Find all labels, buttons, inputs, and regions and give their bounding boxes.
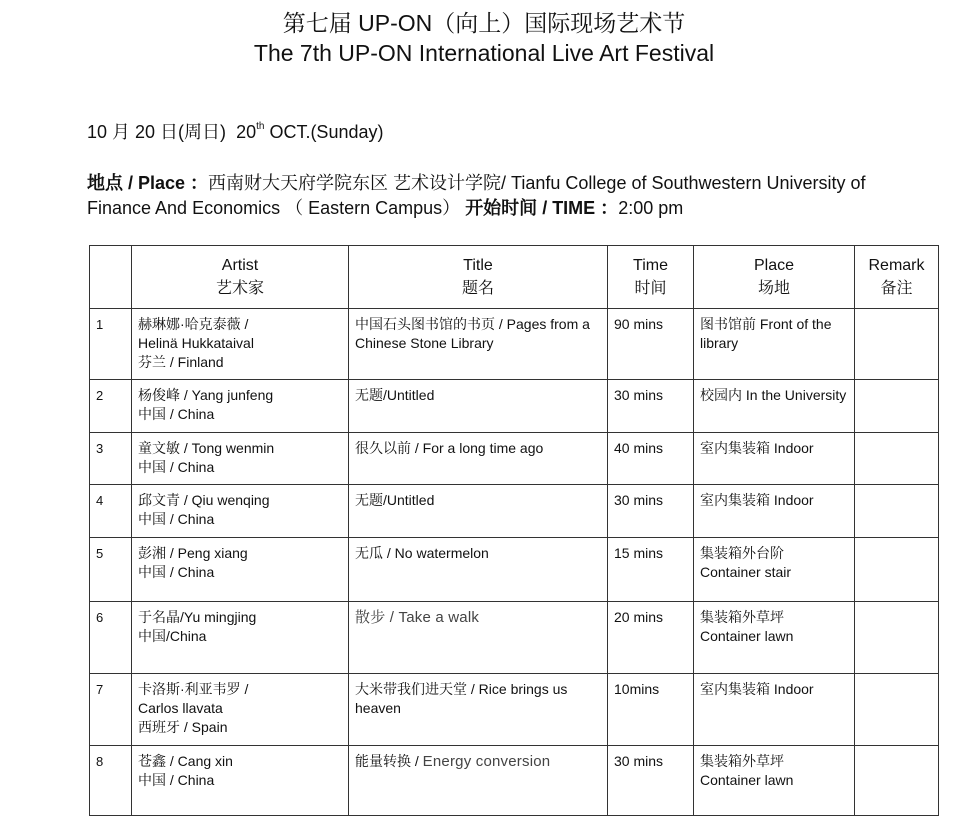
header-title-zh: 题名 [461,280,494,297]
place-text: 西南财大天府学院东区 艺术设计学院/ Tianfu College of Southwestern University of Finance And Economics （ Eastern Campus） [87,173,866,218]
time-cell: 15 mins [608,538,694,602]
time-cell: 10mins [608,674,694,746]
artist-line: 中国 / China [138,511,215,527]
row-number: 6 [90,602,132,674]
table-row [90,380,939,433]
time-cell: 30 mins [608,380,694,433]
header-time-en: Time [633,257,668,274]
place-cell: 室内集装箱 Indoor [694,433,855,485]
header-remark-en: Remark [868,257,925,274]
time-cell: 30 mins [608,746,694,816]
artist-cell [132,380,349,433]
place-cell: 室内集装箱 Indoor [694,485,855,538]
table-row [90,433,939,485]
date-chinese: 10 月 20 日(周日) [87,122,227,142]
artist-cell [132,602,349,674]
title-cell: 散步 / Take a walk [349,602,608,674]
time-label: 开始时间 / TIME ： [465,198,619,218]
time-cell: 30 mins [608,485,694,538]
remark-cell [855,602,939,674]
remark-cell [855,674,939,746]
title-cell: 很久以前 / For a long time ago [349,433,608,485]
artist-line: 赫琳娜·哈克泰薇 / [138,316,249,332]
place-cell: 校园内 In the University [694,380,855,433]
time-cell: 20 mins [608,602,694,674]
artist-line: 中国 / China [138,772,215,788]
title-part-zh: 能量转换 / [355,753,423,769]
remark-cell [855,538,939,602]
artist-line: 彭湘 / Peng xiang [138,545,248,561]
title-chinese: 第七届 UP-ON（向上）国际现场艺术节 [282,10,686,36]
row-number: 2 [90,380,132,433]
table-row [90,674,939,746]
artist-line: 西班牙 / Spain [138,719,228,735]
artist-line: 卡洛斯·利亚韦罗 / [138,681,249,697]
header-title-en: Title [463,257,493,274]
artist-cell [132,485,349,538]
header-num [90,246,132,309]
header-remark-zh: 备注 [880,280,913,297]
artist-cell [132,309,349,380]
remark-cell [855,433,939,485]
header-artist [132,246,349,309]
row-number: 8 [90,746,132,816]
title-cell [349,746,608,816]
artist-line: 邱文青 / Qiu wenqing [138,492,270,508]
place-cell: 集装箱外草坪 Container lawn [694,746,855,816]
title-cell: 大米带我们进天堂 / Rice brings us heaven [349,674,608,746]
header-artist-zh: 艺术家 [215,280,264,297]
title-cell: 无题/Untitled [349,485,608,538]
date-day: 20 [236,122,257,142]
artist-cell [132,674,349,746]
date-suffix: th [256,121,265,132]
place-label: 地点 / Place ： [87,173,209,193]
title-part-en: Energy conversion [422,753,551,770]
row-number: 5 [90,538,132,602]
header-time [608,246,694,309]
artist-line: 中国 / China [138,459,215,475]
artist-line: 中国 / China [138,564,215,580]
place-cell: 室内集装箱 Indoor [694,674,855,746]
header-time-zh: 时间 [634,280,667,297]
header-remark [855,246,939,309]
program-table [89,245,939,816]
header-place [694,246,855,309]
artist-line: 苍鑫 / Cang xin [138,753,233,769]
artist-line: 中国/China [138,628,207,644]
artist-line: 于名晶/Yu mingjing [138,609,257,625]
title-english: The 7th UP-ON International Live Art Festival [253,40,715,66]
table-header-row [90,246,939,309]
header-place-en: Place [753,257,795,274]
venue-info [87,171,877,221]
row-number: 3 [90,433,132,485]
row-number: 4 [90,485,132,538]
event-date [87,120,383,144]
artist-line: 童文敏 / Tong wenmin [138,440,275,456]
header-title [349,246,608,309]
artist-line: 杨俊峰 / Yang junfeng [138,387,274,403]
title-cell: 中国石头图书馆的书页 / Pages from a Chinese Stone Library [349,309,608,380]
artist-cell [132,538,349,602]
remark-cell [855,746,939,816]
place-cell: 图书馆前 Front of the library [694,309,855,380]
time-cell: 40 mins [608,433,694,485]
artist-line: Helinä Hukkataival [138,335,254,351]
header-place-zh: 场地 [757,280,790,297]
table-row [90,602,939,674]
date-english: OCT.(Sunday) [264,122,384,142]
time-value: 2:00 pm [618,198,684,218]
artist-line: 芬兰 / Finland [138,354,224,370]
place-cell: 集装箱外草坪 Container lawn [694,602,855,674]
time-cell: 90 mins [608,309,694,380]
table-row [90,309,939,380]
remark-cell [855,485,939,538]
row-number: 1 [90,309,132,380]
remark-cell [855,309,939,380]
artist-cell [132,433,349,485]
artist-line: Carlos llavata [138,700,223,716]
artist-line: 中国 / China [138,406,215,422]
place-cell: 集装箱外台阶 Container stair [694,538,855,602]
table-row [90,746,939,816]
table-row [90,485,939,538]
table-row [90,538,939,602]
title-cell: 无题/Untitled [349,380,608,433]
title-cell: 无瓜 / No watermelon [349,538,608,602]
row-number: 7 [90,674,132,746]
remark-cell [855,380,939,433]
header-artist-en: Artist [221,257,259,274]
artist-cell [132,746,349,816]
